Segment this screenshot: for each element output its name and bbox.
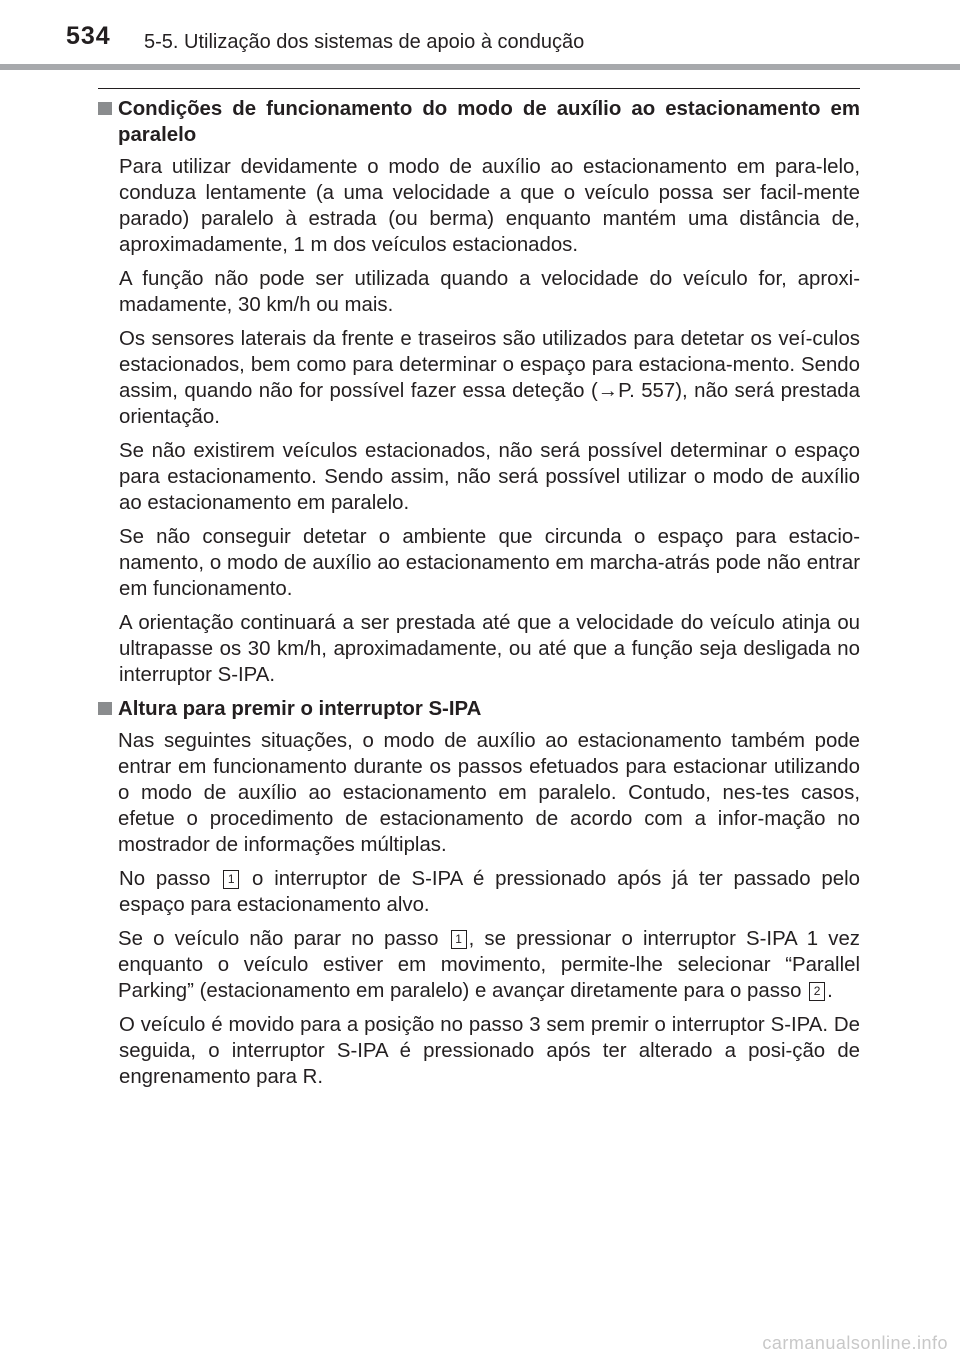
list-item [98, 266, 860, 318]
step-number-box: 1 [451, 930, 467, 949]
list-item [98, 610, 860, 688]
list-item-text: A função não pode ser utilizada quando a velocidade do veículo for, aproxi-madamente, 30 km/h ou mais. [119, 268, 860, 316]
list-item-text: A orientação continuará a ser prestada até que a velocidade do veículo atinja ou ultrapasse os 30 km/h, aproximadamente, ou até que a função seja desligada no interruptor S-IPA. [119, 612, 860, 686]
page-number: 534 [66, 22, 111, 50]
list-item-text: Se não conseguir detetar o ambiente que circunda o espaço para estacio-namento, o modo de auxílio ao estacionamento em marcha-atrás pode não entrar em funcionamento. [119, 526, 860, 600]
list-item-text-part: No passo [119, 868, 211, 890]
sub-paragraph-text-part: Se o veículo não parar no passo [118, 928, 439, 950]
list-item [98, 866, 860, 918]
sub-paragraph-text-part: , se pressionar o interruptor S-IPA 1 vez enquanto o veículo estiver em movimento, permite-lhe selecionar “Parallel Parking” (estacionamento em paralelo) e avançar diretamente para o passo [118, 928, 860, 1002]
square-bullet-icon [98, 102, 112, 115]
section-heading-text: Altura para premir o interruptor S-IPA [118, 698, 482, 720]
list-item-text-part: o interruptor de S-IPA é pressionado após já ter passado pelo espaço para estacionamento alvo. [119, 868, 860, 916]
watermark: carmanualsonline.info [762, 1333, 948, 1353]
square-bullet-icon [98, 702, 112, 715]
list-item-text: Para utilizar devidamente o modo de auxílio ao estacionamento em para-lelo, conduza lentamente (a uma velocidade a que o veículo possa ser facil-mente parado) paralelo à estrada (ou berma) enquanto mantém uma distância de, aproximadamente, 1 m dos veículos estacionados. [119, 156, 860, 256]
list-item [98, 1012, 860, 1090]
chapter-header: 5-5. Utilização dos sistemas de apoio à condução [144, 31, 585, 53]
list-item [98, 524, 860, 602]
list-item [98, 438, 860, 516]
sub-paragraph [118, 926, 860, 1004]
content-top-rule [98, 88, 860, 89]
section-heading-text: Condições de funcionamento do modo de auxílio ao estacionamento em paralelo [118, 98, 860, 146]
list-item-text: O veículo é movido para a posição no passo 3 sem premir o interruptor S-IPA. De seguida, o interruptor S-IPA é pressionado após ter alterado a posi-ção de engrenamento para R. [119, 1014, 860, 1088]
section-intro-paragraph: Nas seguintes situações, o modo de auxílio ao estacionamento também pode entrar em funcionamento durante os passos efetuados para estacionar utilizando o modo de auxílio ao estacionamento em paralelo. Contudo, nes-tes casos, efetue o procedimento de estacionamento de acordo com a infor-mação no mostrador de informações múltiplas. [118, 730, 860, 856]
section-heading-switch-timing [98, 696, 860, 722]
list-item [98, 326, 860, 430]
content-body [98, 96, 860, 1098]
sub-paragraph-text-part: . [827, 980, 833, 1002]
step-number-box: 1 [223, 870, 239, 889]
section-heading-conditions [98, 96, 860, 148]
list-item [98, 154, 860, 258]
list-item-text [119, 866, 860, 918]
header-rule [0, 64, 960, 70]
list-item-text: Se não existirem veículos estacionados, não será possível determinar o espaço para estacionamento. Sendo assim, não será possível utilizar o modo de auxílio ao estacionamento em paralelo. [119, 440, 860, 514]
step-number-box: 2 [809, 982, 825, 1001]
list-item-text: Os sensores laterais da frente e traseiros são utilizados para detetar os veí-culos estacionados, bem como para determinar o espaço para estaciona-mento. Sendo assim, quando não for possível fazer essa deteção (→P. 557), não será prestada orientação. [119, 328, 860, 428]
